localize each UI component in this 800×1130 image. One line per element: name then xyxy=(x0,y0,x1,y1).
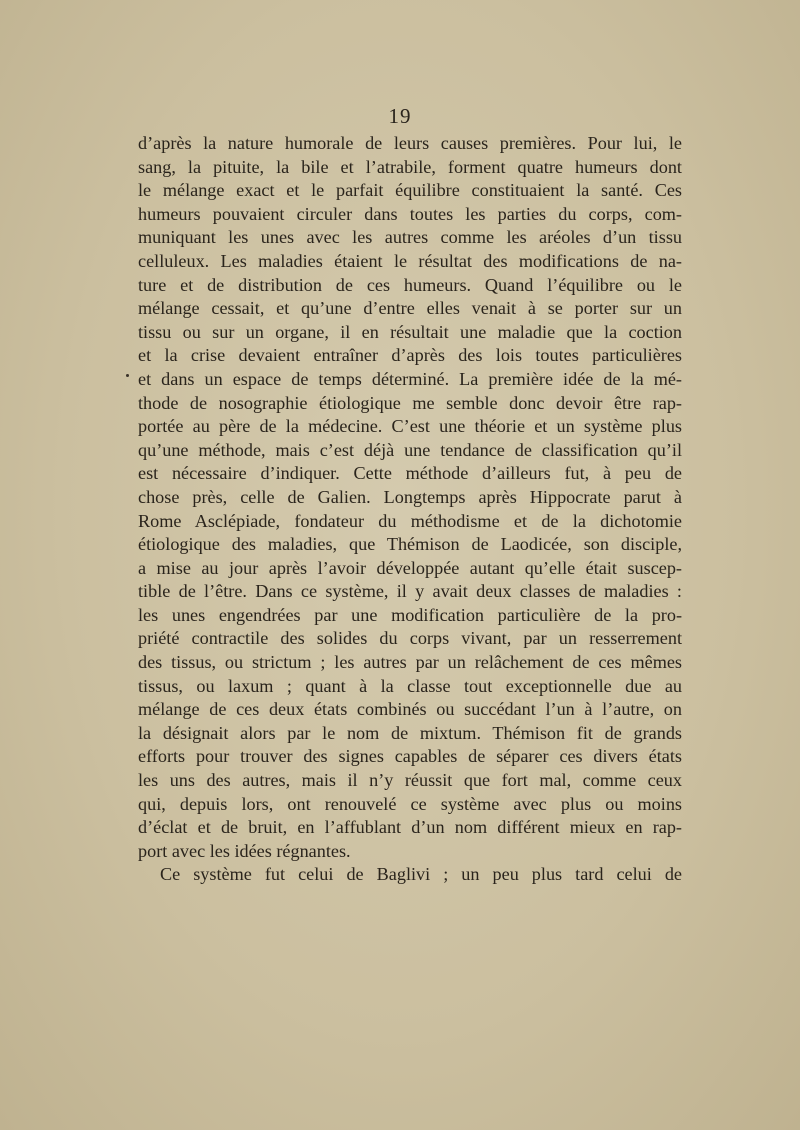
text-line: humeurs pouvaient circuler dans toutes les parties du corps, com- xyxy=(138,203,682,224)
text-line: mélange de ces deux états combinés ou succédant l’un à l’autre, on xyxy=(138,699,682,720)
text-line: tissus, ou laxum ; quant à la classe tout exceptionnelle due au xyxy=(138,675,682,696)
text-line: a mise au jour après l’avoir développée autant qu’elle était suscep- xyxy=(138,557,682,578)
text-line: d’éclat et de bruit, en l’affublant d’un nom différent mieux en rap- xyxy=(138,817,682,838)
text-line: sang, la pituite, la bile et l’atrabile, forment quatre humeurs dont xyxy=(138,156,682,177)
text-line: qu’une méthode, mais c’est déjà une tendance de classification qu’il xyxy=(138,439,682,460)
text-line: mélange cessait, et qu’une d’entre elles venait à se porter sur un xyxy=(138,298,682,319)
text-line: des tissus, ou strictum ; les autres par un relâchement de ces mêmes xyxy=(138,652,682,673)
text-line: tissu ou sur un organe, il en résultait une maladie que la coction xyxy=(138,321,682,342)
text-line: priété contractile des solides du corps vivant, par un resserrement xyxy=(138,628,682,649)
text-line: les uns des autres, mais il n’y réussit que fort mal, comme ceux xyxy=(138,770,682,791)
text-line: est nécessaire d’indiquer. Cette méthode d’ailleurs fut, à peu de xyxy=(138,463,682,484)
text-line: la désignait alors par le nom de mixtum. Thémison fit de grands xyxy=(138,722,682,743)
text-line: tible de l’être. Dans ce système, il y avait deux classes de maladies : xyxy=(138,581,682,602)
text-line: ture et de distribution de ces humeurs. Quand l’équilibre ou le xyxy=(138,274,682,295)
text-line: Ce système fut celui de Baglivi ; un peu plus tard celui de xyxy=(160,864,682,885)
text-line: les unes engendrées par une modification particulière de la pro- xyxy=(138,604,682,625)
text-line: chose près, celle de Galien. Longtemps après Hippocrate parut à xyxy=(138,486,682,507)
text-line: qui, depuis lors, ont renouvelé ce système avec plus ou moins xyxy=(138,793,682,814)
body-text xyxy=(138,132,682,887)
text-line: d’après la nature humorale de leurs causes premières. Pour lui, le xyxy=(138,133,682,153)
text-line: étiologique des maladies, que Thémison de Laodicée, son disciple, xyxy=(138,534,682,555)
text-line: muniquant les unes avec les autres comme les aréoles d’un tissu xyxy=(138,227,682,248)
margin-mark xyxy=(126,374,129,377)
page-number: 19 xyxy=(388,104,412,128)
text-line: et dans un espace de temps déterminé. La première idée de la mé- xyxy=(138,368,682,389)
text-line: Rome Asclépiade, fondateur du méthodisme et de la dichotomie xyxy=(138,510,682,531)
text-line: celluleux. Les maladies étaient le résultat des modifications de na- xyxy=(138,250,682,271)
text-line: et la crise devaient entraîner d’après des lois toutes particulières xyxy=(138,345,682,366)
text-line: efforts pour trouver des signes capables de séparer ces divers états xyxy=(138,746,682,767)
text-line: port avec les idées régnantes. xyxy=(138,840,351,861)
text-line: thode de nosographie étiologique me semble donc devoir être rap- xyxy=(138,392,682,413)
text-line: le mélange exact et le parfait équilibre constituaient la santé. Ces xyxy=(138,180,682,201)
text-line: portée au père de la médecine. C’est une théorie et un système plus xyxy=(138,416,682,437)
